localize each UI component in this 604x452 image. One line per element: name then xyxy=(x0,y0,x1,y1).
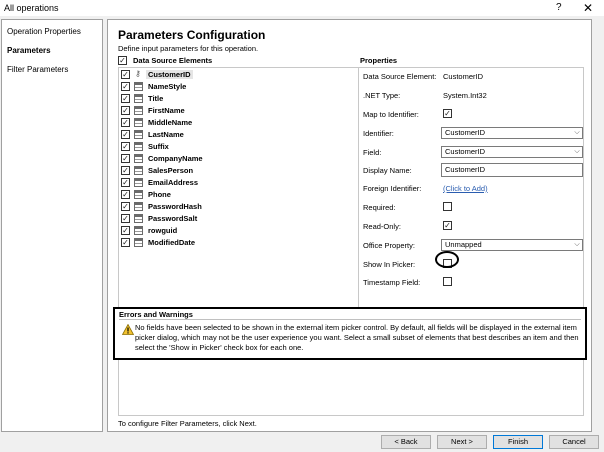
element-checkbox[interactable]: ✓ xyxy=(122,142,129,151)
errors-warnings-title: Errors and Warnings xyxy=(119,310,193,319)
nav-item-operation-properties[interactable]: Operation Properties xyxy=(7,27,81,36)
help-button[interactable]: ? xyxy=(556,2,562,13)
next-button[interactable]: Next > xyxy=(437,435,487,449)
element-label: FirstName xyxy=(148,106,185,115)
finish-button[interactable]: Finish xyxy=(493,435,543,449)
net-type-value: System.Int32 xyxy=(443,91,487,100)
field-icon xyxy=(134,82,143,91)
element-checkbox[interactable]: ✓ xyxy=(122,94,129,103)
footer-hint: To configure Filter Parameters, click Next. xyxy=(118,419,257,428)
element-label: Phone xyxy=(148,190,171,199)
element-label: MiddleName xyxy=(148,118,193,127)
map-to-identifier-checkbox[interactable]: ✓ xyxy=(444,109,451,118)
tree-row[interactable] xyxy=(121,81,357,93)
tree-row[interactable] xyxy=(121,225,357,237)
back-button[interactable]: < Back xyxy=(381,435,431,449)
identifier-value: CustomerID xyxy=(445,128,486,137)
data-source-element-label: Data Source Element: xyxy=(363,72,437,81)
foreign-identifier-add-link[interactable]: (Click to Add) xyxy=(443,184,488,193)
display-name-label: Display Name: xyxy=(363,166,412,175)
element-checkbox[interactable]: ✓ xyxy=(122,214,129,223)
map-to-identifier-label: Map to Identifier: xyxy=(363,110,419,119)
field-icon xyxy=(134,202,143,211)
element-checkbox[interactable]: ✓ xyxy=(122,226,129,235)
display-name-input[interactable]: CustomerID xyxy=(441,163,583,177)
field-icon xyxy=(134,118,143,127)
timestamp-field-label: Timestamp Field: xyxy=(363,278,421,287)
properties-panel xyxy=(358,67,584,313)
chevron-down-icon: ⌵ xyxy=(574,129,580,136)
warning-message: No fields have been selected to be shown in the external item picker control. By default, all fields will be displayed in the external item picker dialog, which may not be the user experience you want. Select a small subset of elements that best describes an item and then select the 'Show in Picker' check box for each one. xyxy=(135,323,579,352)
page-subtitle: Define input parameters for this operation. xyxy=(118,44,259,53)
element-label: Suffix xyxy=(148,142,169,151)
field-icon xyxy=(134,214,143,223)
field-dropdown[interactable] xyxy=(441,146,583,158)
properties-label: Properties xyxy=(360,56,398,65)
cancel-button[interactable]: Cancel xyxy=(549,435,599,449)
required-checkbox[interactable] xyxy=(443,202,452,211)
element-label: rowguid xyxy=(148,226,178,235)
annotation-ellipse xyxy=(435,251,459,268)
field-icon xyxy=(134,226,143,235)
office-property-dropdown[interactable] xyxy=(441,239,583,251)
nav-item-parameters[interactable]: Parameters xyxy=(7,46,51,55)
warning-icon xyxy=(122,324,134,335)
element-label: ModifiedDate xyxy=(148,238,196,247)
data-source-select-all-checkbox[interactable]: ✓ xyxy=(119,56,126,65)
tree-row[interactable] xyxy=(121,201,357,213)
field-icon xyxy=(134,94,143,103)
field-icon xyxy=(134,130,143,139)
field-label: Field: xyxy=(363,148,382,157)
net-type-label: .NET Type: xyxy=(363,91,401,100)
data-source-elements-tree xyxy=(118,67,360,313)
tree-row[interactable] xyxy=(121,129,357,141)
field-icon xyxy=(134,178,143,187)
errors-list-area xyxy=(118,360,584,416)
office-property-value: Unmapped xyxy=(445,240,482,249)
errors-warnings-panel xyxy=(113,307,587,360)
nav-item-filter-parameters[interactable]: Filter Parameters xyxy=(7,65,69,74)
read-only-label: Read-Only: xyxy=(363,222,401,231)
foreign-identifier-label: Foreign Identifier: xyxy=(363,184,422,193)
element-label: CustomerID xyxy=(148,70,191,79)
read-only-checkbox[interactable]: ✓ xyxy=(444,221,451,230)
field-icon xyxy=(134,166,143,175)
chevron-down-icon: ⌵ xyxy=(574,148,580,155)
field-icon xyxy=(134,190,143,199)
element-label: PasswordSalt xyxy=(148,214,198,223)
element-checkbox[interactable]: ✓ xyxy=(122,202,129,211)
errors-separator xyxy=(119,319,581,320)
page-title: Parameters Configuration xyxy=(118,28,266,42)
key-icon: ⚷ xyxy=(135,69,141,78)
data-source-element-value: CustomerID xyxy=(443,72,484,81)
tree-row[interactable] xyxy=(121,117,357,129)
element-label: PasswordHash xyxy=(148,202,202,211)
tree-row[interactable] xyxy=(121,189,357,201)
element-checkbox[interactable]: ✓ xyxy=(122,190,129,199)
identifier-dropdown[interactable] xyxy=(441,127,583,139)
identifier-label: Identifier: xyxy=(363,129,394,138)
window-title: All operations xyxy=(4,3,59,13)
element-checkbox[interactable]: ✓ xyxy=(122,130,129,139)
element-checkbox[interactable]: ✓ xyxy=(122,154,129,163)
tree-row[interactable] xyxy=(121,177,357,189)
element-label: SalesPerson xyxy=(148,166,194,175)
element-checkbox[interactable]: ✓ xyxy=(122,178,129,187)
element-label: CompanyName xyxy=(148,154,203,163)
field-icon xyxy=(134,154,143,163)
field-icon xyxy=(134,142,143,151)
element-label: Title xyxy=(148,94,164,103)
tree-row[interactable] xyxy=(121,237,357,249)
element-label: LastName xyxy=(148,130,184,139)
field-value: CustomerID xyxy=(445,147,486,156)
chevron-down-icon: ⌵ xyxy=(574,241,580,248)
element-label: EmailAddress xyxy=(148,178,199,187)
field-icon xyxy=(134,238,143,247)
element-label: NameStyle xyxy=(148,82,187,91)
element-checkbox[interactable]: ✓ xyxy=(122,118,129,127)
element-checkbox[interactable]: ✓ xyxy=(122,106,129,115)
data-source-elements-label: Data Source Elements xyxy=(133,56,213,65)
element-checkbox[interactable]: ✓ xyxy=(122,166,129,175)
title-bar xyxy=(0,0,604,16)
tree-row[interactable] xyxy=(121,153,357,165)
main-panel xyxy=(107,19,592,432)
tree-row[interactable] xyxy=(121,105,357,117)
tree-row[interactable] xyxy=(121,213,357,225)
required-label: Required: xyxy=(363,203,396,212)
tree-row[interactable] xyxy=(121,141,357,153)
element-checkbox[interactable]: ✓ xyxy=(122,238,129,247)
tree-row[interactable] xyxy=(121,165,357,177)
left-nav xyxy=(1,19,103,432)
tree-row[interactable] xyxy=(121,93,357,105)
element-checkbox[interactable]: ✓ xyxy=(122,82,129,91)
show-in-picker-label: Show In Picker: xyxy=(363,260,416,269)
close-button[interactable]: ✕ xyxy=(583,1,594,15)
timestamp-field-checkbox[interactable] xyxy=(443,277,452,286)
field-icon xyxy=(134,106,143,115)
office-property-label: Office Property: xyxy=(363,241,415,250)
tree-row-customerid[interactable] xyxy=(121,69,357,81)
element-checkbox[interactable]: ✓ xyxy=(122,70,129,79)
